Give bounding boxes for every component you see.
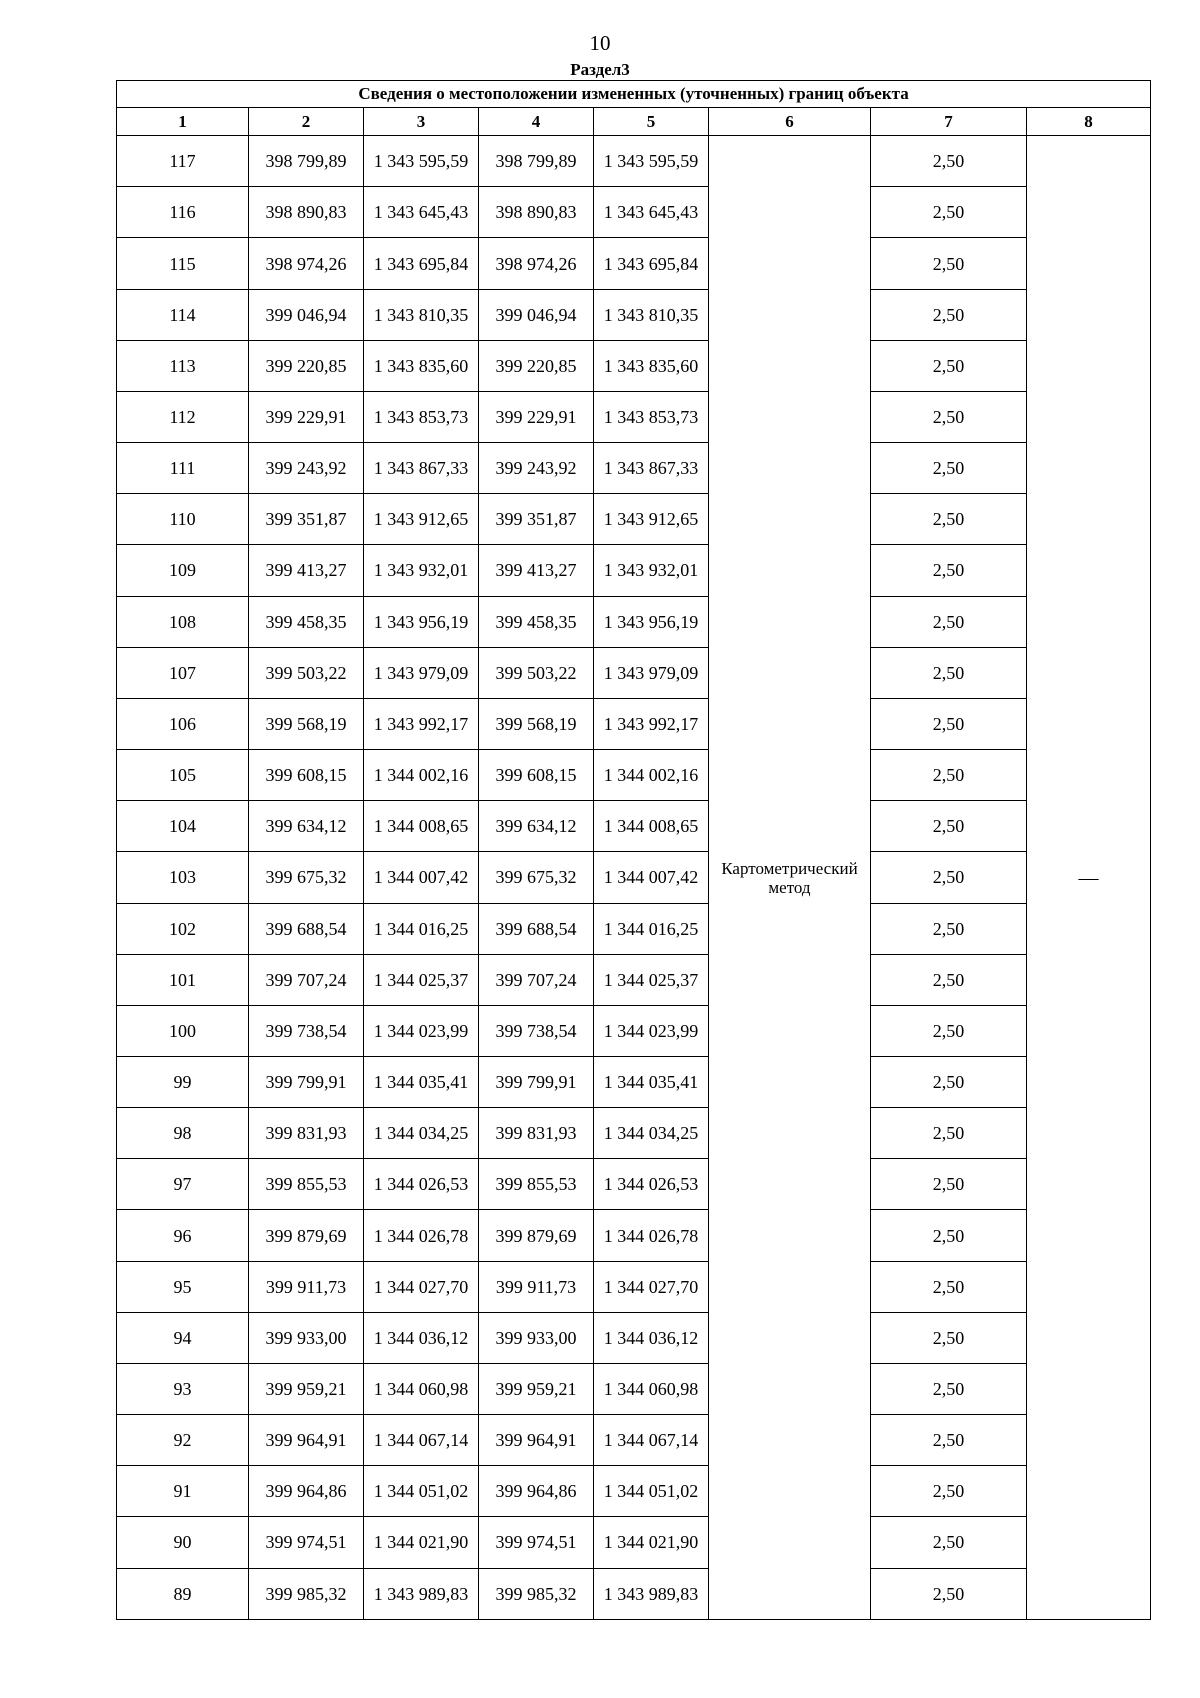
y-new-coordinate-cell: 1 344 035,41	[594, 1056, 709, 1107]
y-coordinate-cell: 1 344 067,14	[364, 1415, 479, 1466]
x-new-coordinate-cell: 399 634,12	[479, 801, 594, 852]
accuracy-cell: 2,50	[871, 903, 1027, 954]
y-coordinate-cell: 1 344 002,16	[364, 750, 479, 801]
method-cell: Картометрический метод	[709, 136, 871, 1620]
x-coordinate-cell: 399 799,91	[249, 1056, 364, 1107]
accuracy-cell: 2,50	[871, 852, 1027, 903]
x-coordinate-cell: 399 413,27	[249, 545, 364, 596]
y-new-coordinate-cell: 1 344 060,98	[594, 1363, 709, 1414]
table-row	[117, 750, 1151, 801]
point-number-cell: 106	[117, 698, 249, 749]
point-number-cell: 104	[117, 801, 249, 852]
y-new-coordinate-cell: 1 343 867,33	[594, 443, 709, 494]
y-coordinate-cell: 1 343 979,09	[364, 647, 479, 698]
accuracy-cell: 2,50	[871, 1363, 1027, 1414]
table-row	[117, 494, 1151, 545]
table-row	[117, 1261, 1151, 1312]
x-new-coordinate-cell: 399 046,94	[479, 289, 594, 340]
x-coordinate-cell: 398 799,89	[249, 136, 364, 187]
x-coordinate-cell: 399 458,35	[249, 596, 364, 647]
y-coordinate-cell: 1 344 021,90	[364, 1517, 479, 1568]
y-coordinate-cell: 1 344 008,65	[364, 801, 479, 852]
table-row	[117, 801, 1151, 852]
table-row	[117, 1312, 1151, 1363]
column-number: 1	[117, 108, 249, 136]
y-new-coordinate-cell: 1 343 645,43	[594, 187, 709, 238]
accuracy-cell: 2,50	[871, 1005, 1027, 1056]
x-coordinate-cell: 399 831,93	[249, 1108, 364, 1159]
x-new-coordinate-cell: 399 608,15	[479, 750, 594, 801]
y-new-coordinate-cell: 1 344 026,53	[594, 1159, 709, 1210]
x-new-coordinate-cell: 398 974,26	[479, 238, 594, 289]
x-new-coordinate-cell: 399 243,92	[479, 443, 594, 494]
page-number: 10	[589, 31, 611, 55]
y-new-coordinate-cell: 1 344 023,99	[594, 1005, 709, 1056]
x-new-coordinate-cell: 399 568,19	[479, 698, 594, 749]
point-number-cell: 108	[117, 596, 249, 647]
y-coordinate-cell: 1 343 956,19	[364, 596, 479, 647]
y-coordinate-cell: 1 343 835,60	[364, 340, 479, 391]
table-row	[117, 596, 1151, 647]
table-row	[117, 1568, 1151, 1619]
y-coordinate-cell: 1 344 034,25	[364, 1108, 479, 1159]
y-coordinate-cell: 1 343 810,35	[364, 289, 479, 340]
table-row	[117, 238, 1151, 289]
y-new-coordinate-cell: 1 344 008,65	[594, 801, 709, 852]
column-number: 7	[871, 108, 1027, 136]
x-new-coordinate-cell: 399 413,27	[479, 545, 594, 596]
y-new-coordinate-cell: 1 344 016,25	[594, 903, 709, 954]
point-number-cell: 97	[117, 1159, 249, 1210]
accuracy-cell: 2,50	[871, 238, 1027, 289]
x-coordinate-cell: 399 855,53	[249, 1159, 364, 1210]
point-number-cell: 93	[117, 1363, 249, 1414]
x-coordinate-cell: 399 688,54	[249, 903, 364, 954]
accuracy-cell: 2,50	[871, 954, 1027, 1005]
point-number-cell: 103	[117, 852, 249, 903]
table-row	[117, 187, 1151, 238]
table-row	[117, 443, 1151, 494]
x-coordinate-cell: 399 879,69	[249, 1210, 364, 1261]
x-coordinate-cell: 398 974,26	[249, 238, 364, 289]
point-number-cell: 107	[117, 647, 249, 698]
y-new-coordinate-cell: 1 343 956,19	[594, 596, 709, 647]
accuracy-cell: 2,50	[871, 1261, 1027, 1312]
table-row	[117, 698, 1151, 749]
accuracy-cell: 2,50	[871, 1312, 1027, 1363]
accuracy-cell: 2,50	[871, 1466, 1027, 1517]
table-row	[117, 136, 1151, 187]
x-coordinate-cell: 399 351,87	[249, 494, 364, 545]
point-number-cell: 102	[117, 903, 249, 954]
table-row	[117, 1517, 1151, 1568]
section-title: Раздел3	[570, 60, 630, 79]
x-coordinate-cell: 399 911,73	[249, 1261, 364, 1312]
x-new-coordinate-cell: 399 964,86	[479, 1466, 594, 1517]
y-new-coordinate-cell: 1 344 051,02	[594, 1466, 709, 1517]
x-coordinate-cell: 399 964,86	[249, 1466, 364, 1517]
point-number-cell: 95	[117, 1261, 249, 1312]
accuracy-cell: 2,50	[871, 1056, 1027, 1107]
y-coordinate-cell: 1 344 023,99	[364, 1005, 479, 1056]
x-new-coordinate-cell: 399 220,85	[479, 340, 594, 391]
y-coordinate-cell: 1 343 695,84	[364, 238, 479, 289]
y-coordinate-cell: 1 343 992,17	[364, 698, 479, 749]
y-coordinate-cell: 1 344 027,70	[364, 1261, 479, 1312]
y-new-coordinate-cell: 1 344 025,37	[594, 954, 709, 1005]
y-new-coordinate-cell: 1 344 007,42	[594, 852, 709, 903]
accuracy-cell: 2,50	[871, 443, 1027, 494]
x-new-coordinate-cell: 399 688,54	[479, 903, 594, 954]
x-coordinate-cell: 399 675,32	[249, 852, 364, 903]
point-number-cell: 98	[117, 1108, 249, 1159]
y-new-coordinate-cell: 1 343 835,60	[594, 340, 709, 391]
column-number: 3	[364, 108, 479, 136]
accuracy-cell: 2,50	[871, 596, 1027, 647]
x-coordinate-cell: 399 046,94	[249, 289, 364, 340]
point-number-cell: 100	[117, 1005, 249, 1056]
table-row	[117, 1056, 1151, 1107]
y-new-coordinate-cell: 1 343 979,09	[594, 647, 709, 698]
x-new-coordinate-cell: 399 974,51	[479, 1517, 594, 1568]
table-row	[117, 340, 1151, 391]
accuracy-cell: 2,50	[871, 750, 1027, 801]
point-number-cell: 99	[117, 1056, 249, 1107]
table-row	[117, 289, 1151, 340]
x-coordinate-cell: 399 707,24	[249, 954, 364, 1005]
coordinates-table	[116, 80, 1151, 1620]
y-coordinate-cell: 1 343 989,83	[364, 1568, 479, 1619]
table-row	[117, 1159, 1151, 1210]
column-8-cell: —	[1027, 136, 1151, 1620]
x-new-coordinate-cell: 399 855,53	[479, 1159, 594, 1210]
table-row	[117, 545, 1151, 596]
point-number-cell: 89	[117, 1568, 249, 1619]
table-row	[117, 1363, 1151, 1414]
x-coordinate-cell: 399 959,21	[249, 1363, 364, 1414]
accuracy-cell: 2,50	[871, 187, 1027, 238]
column-number: 2	[249, 108, 364, 136]
table-row	[117, 647, 1151, 698]
y-coordinate-cell: 1 344 026,53	[364, 1159, 479, 1210]
y-coordinate-cell: 1 343 912,65	[364, 494, 479, 545]
y-coordinate-cell: 1 343 853,73	[364, 391, 479, 442]
x-coordinate-cell: 398 890,83	[249, 187, 364, 238]
accuracy-cell: 2,50	[871, 1159, 1027, 1210]
point-number-cell: 113	[117, 340, 249, 391]
point-number-cell: 94	[117, 1312, 249, 1363]
x-coordinate-cell: 399 634,12	[249, 801, 364, 852]
accuracy-cell: 2,50	[871, 698, 1027, 749]
x-coordinate-cell: 399 738,54	[249, 1005, 364, 1056]
x-coordinate-cell: 399 974,51	[249, 1517, 364, 1568]
x-new-coordinate-cell: 399 879,69	[479, 1210, 594, 1261]
y-new-coordinate-cell: 1 344 027,70	[594, 1261, 709, 1312]
y-coordinate-cell: 1 344 026,78	[364, 1210, 479, 1261]
x-new-coordinate-cell: 399 831,93	[479, 1108, 594, 1159]
point-number-cell: 91	[117, 1466, 249, 1517]
column-number: 8	[1027, 108, 1151, 136]
point-number-cell: 117	[117, 136, 249, 187]
x-coordinate-cell: 399 933,00	[249, 1312, 364, 1363]
x-new-coordinate-cell: 399 675,32	[479, 852, 594, 903]
accuracy-cell: 2,50	[871, 1210, 1027, 1261]
x-new-coordinate-cell: 399 229,91	[479, 391, 594, 442]
table-row	[117, 1005, 1151, 1056]
y-new-coordinate-cell: 1 343 932,01	[594, 545, 709, 596]
y-coordinate-cell: 1 343 932,01	[364, 545, 479, 596]
x-new-coordinate-cell: 399 503,22	[479, 647, 594, 698]
table-caption: Сведения о местоположении измененных (уточненных) границ объекта	[117, 81, 1151, 108]
accuracy-cell: 2,50	[871, 545, 1027, 596]
point-number-cell: 114	[117, 289, 249, 340]
point-number-cell: 111	[117, 443, 249, 494]
x-coordinate-cell: 399 503,22	[249, 647, 364, 698]
accuracy-cell: 2,50	[871, 1568, 1027, 1619]
x-coordinate-cell: 399 608,15	[249, 750, 364, 801]
y-new-coordinate-cell: 1 344 036,12	[594, 1312, 709, 1363]
y-coordinate-cell: 1 344 007,42	[364, 852, 479, 903]
y-coordinate-cell: 1 343 867,33	[364, 443, 479, 494]
point-number-cell: 115	[117, 238, 249, 289]
y-coordinate-cell: 1 344 036,12	[364, 1312, 479, 1363]
x-new-coordinate-cell: 399 738,54	[479, 1005, 594, 1056]
accuracy-cell: 2,50	[871, 340, 1027, 391]
y-coordinate-cell: 1 343 645,43	[364, 187, 479, 238]
x-coordinate-cell: 399 220,85	[249, 340, 364, 391]
y-new-coordinate-cell: 1 343 810,35	[594, 289, 709, 340]
x-new-coordinate-cell: 399 707,24	[479, 954, 594, 1005]
y-coordinate-cell: 1 344 060,98	[364, 1363, 479, 1414]
point-number-cell: 90	[117, 1517, 249, 1568]
accuracy-cell: 2,50	[871, 1517, 1027, 1568]
x-new-coordinate-cell: 399 351,87	[479, 494, 594, 545]
x-new-coordinate-cell: 399 458,35	[479, 596, 594, 647]
table-row	[117, 954, 1151, 1005]
x-new-coordinate-cell: 399 933,00	[479, 1312, 594, 1363]
point-number-cell: 105	[117, 750, 249, 801]
y-new-coordinate-cell: 1 343 912,65	[594, 494, 709, 545]
x-new-coordinate-cell: 399 959,21	[479, 1363, 594, 1414]
x-new-coordinate-cell: 398 799,89	[479, 136, 594, 187]
x-new-coordinate-cell: 399 911,73	[479, 1261, 594, 1312]
x-new-coordinate-cell: 398 890,83	[479, 187, 594, 238]
table-row	[117, 1210, 1151, 1261]
x-coordinate-cell: 399 985,32	[249, 1568, 364, 1619]
table-row	[117, 1415, 1151, 1466]
column-number: 6	[709, 108, 871, 136]
y-coordinate-cell: 1 344 016,25	[364, 903, 479, 954]
y-coordinate-cell: 1 343 595,59	[364, 136, 479, 187]
y-new-coordinate-cell: 1 344 026,78	[594, 1210, 709, 1261]
point-number-cell: 110	[117, 494, 249, 545]
point-number-cell: 109	[117, 545, 249, 596]
x-coordinate-cell: 399 229,91	[249, 391, 364, 442]
accuracy-cell: 2,50	[871, 289, 1027, 340]
y-new-coordinate-cell: 1 343 695,84	[594, 238, 709, 289]
point-number-cell: 92	[117, 1415, 249, 1466]
x-coordinate-cell: 399 568,19	[249, 698, 364, 749]
y-coordinate-cell: 1 344 051,02	[364, 1466, 479, 1517]
x-new-coordinate-cell: 399 799,91	[479, 1056, 594, 1107]
column-number: 4	[479, 108, 594, 136]
y-new-coordinate-cell: 1 343 989,83	[594, 1568, 709, 1619]
accuracy-cell: 2,50	[871, 494, 1027, 545]
y-new-coordinate-cell: 1 344 034,25	[594, 1108, 709, 1159]
accuracy-cell: 2,50	[871, 391, 1027, 442]
point-number-cell: 96	[117, 1210, 249, 1261]
column-number: 5	[594, 108, 709, 136]
point-number-cell: 112	[117, 391, 249, 442]
point-number-cell: 116	[117, 187, 249, 238]
y-new-coordinate-cell: 1 344 021,90	[594, 1517, 709, 1568]
x-new-coordinate-cell: 399 985,32	[479, 1568, 594, 1619]
y-new-coordinate-cell: 1 343 853,73	[594, 391, 709, 442]
accuracy-cell: 2,50	[871, 647, 1027, 698]
y-new-coordinate-cell: 1 343 595,59	[594, 136, 709, 187]
y-coordinate-cell: 1 344 025,37	[364, 954, 479, 1005]
point-number-cell: 101	[117, 954, 249, 1005]
accuracy-cell: 2,50	[871, 801, 1027, 852]
y-coordinate-cell: 1 344 035,41	[364, 1056, 479, 1107]
accuracy-cell: 2,50	[871, 136, 1027, 187]
accuracy-cell: 2,50	[871, 1415, 1027, 1466]
table-row	[117, 852, 1151, 903]
x-new-coordinate-cell: 399 964,91	[479, 1415, 594, 1466]
accuracy-cell: 2,50	[871, 1108, 1027, 1159]
table-row	[117, 1466, 1151, 1517]
table-row	[117, 903, 1151, 954]
x-coordinate-cell: 399 243,92	[249, 443, 364, 494]
table-row	[117, 391, 1151, 442]
x-coordinate-cell: 399 964,91	[249, 1415, 364, 1466]
y-new-coordinate-cell: 1 344 002,16	[594, 750, 709, 801]
table-row	[117, 1108, 1151, 1159]
y-new-coordinate-cell: 1 343 992,17	[594, 698, 709, 749]
y-new-coordinate-cell: 1 344 067,14	[594, 1415, 709, 1466]
